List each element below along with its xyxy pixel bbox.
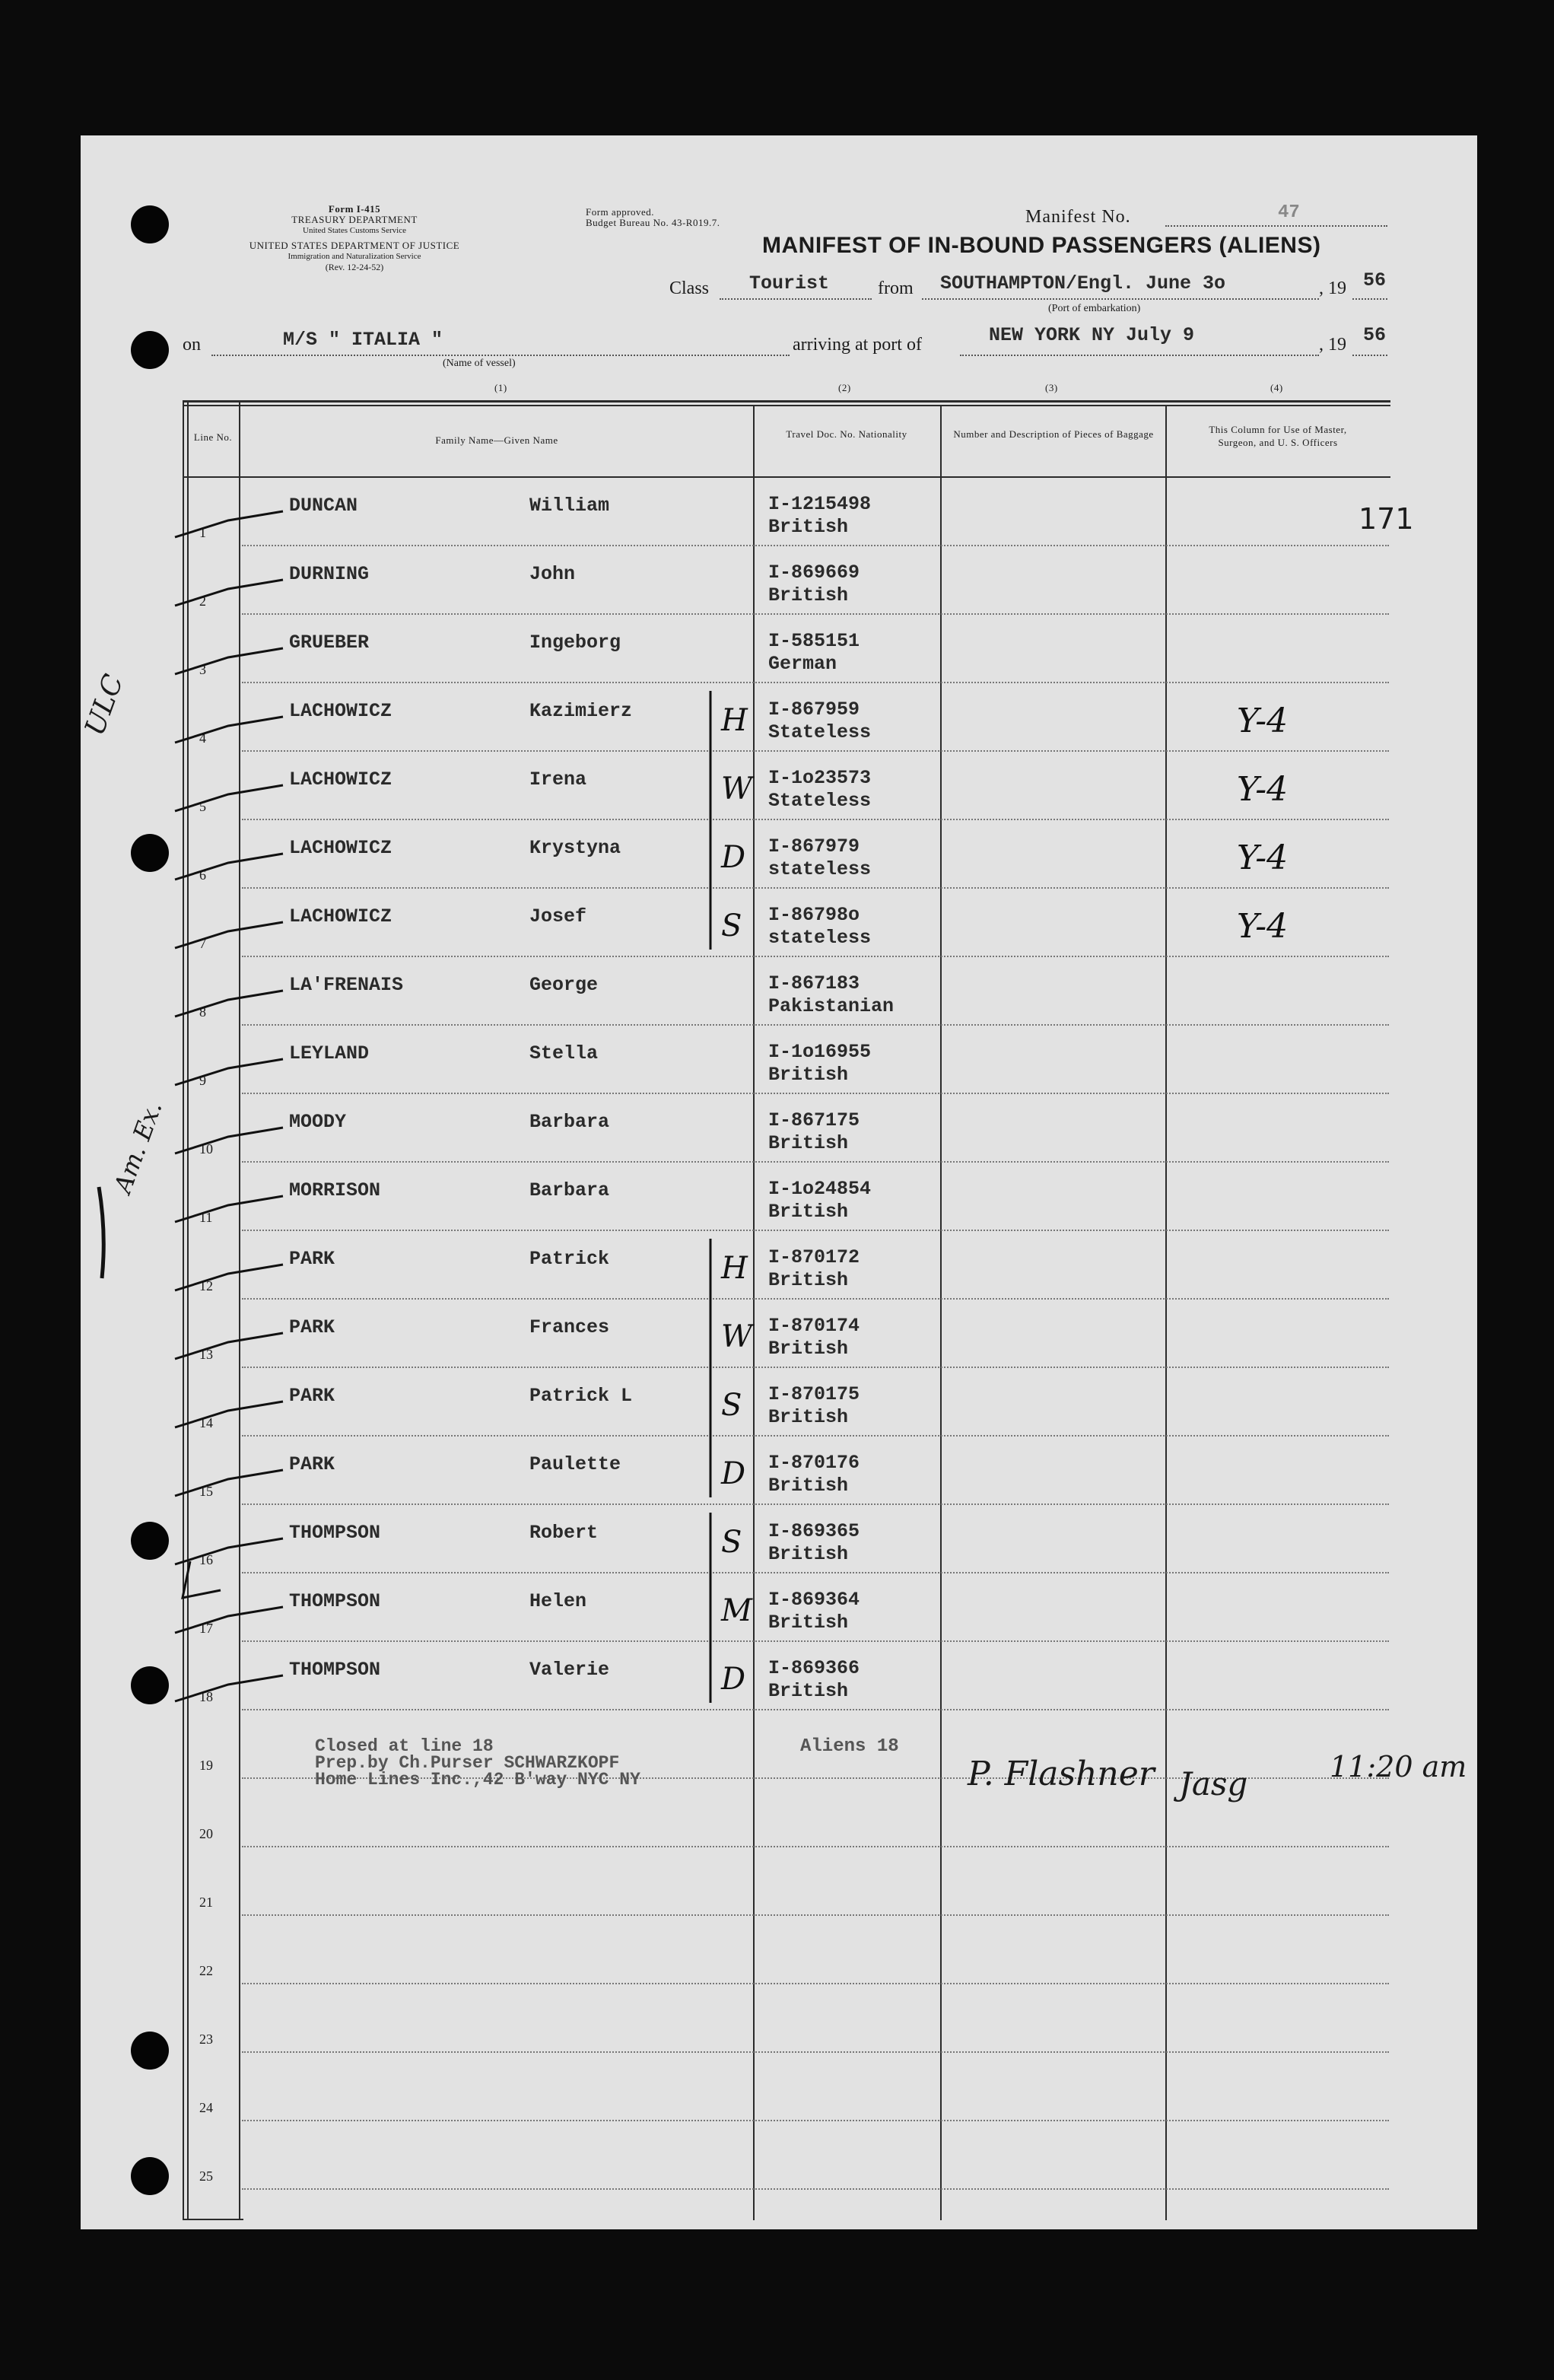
family-name: THOMPSON [289, 1522, 381, 1544]
travel-doc-number: I-869669 [768, 562, 860, 584]
budget-bureau: Budget Bureau No. 43-R019.7. [586, 217, 720, 228]
year-2: 56 [1363, 324, 1387, 346]
given-name: William [529, 495, 610, 517]
given-name: Josef [529, 905, 587, 928]
line-number: 19 [199, 1758, 213, 1773]
nationality: British [768, 1338, 849, 1360]
family-name: PARK [289, 1385, 335, 1407]
nationality: British [768, 516, 849, 538]
family-relation-mark: D [721, 1456, 746, 1491]
line-number: 17 [199, 1621, 213, 1636]
line-number: 22 [199, 1963, 213, 1978]
family-relation-mark: D [721, 840, 746, 875]
row-rule [242, 956, 1389, 957]
travel-doc-number: I-869365 [768, 1520, 860, 1542]
nationality: British [768, 1406, 849, 1428]
given-name: Patrick [529, 1248, 610, 1270]
row-rule [242, 545, 1389, 546]
vessel-caption: (Name of vessel) [443, 358, 516, 369]
row-rule [242, 1024, 1389, 1026]
family-name: DURNING [289, 563, 370, 585]
punch-hole [131, 1522, 169, 1560]
nationality: British [768, 1543, 849, 1565]
family-name: DUNCAN [289, 495, 358, 517]
row-rule [242, 1298, 1389, 1300]
line-number: 12 [199, 1278, 213, 1293]
family-name: PARK [289, 1453, 335, 1475]
family-name: LACHOWICZ [289, 837, 392, 859]
line-number: 16 [199, 1552, 213, 1567]
col-number-3: (3) [1045, 382, 1058, 393]
travel-doc-number: I-869366 [768, 1657, 860, 1679]
family-relation-mark: S [721, 908, 742, 943]
nationality: German [768, 653, 837, 675]
travel-doc-number: I-867959 [768, 698, 860, 721]
aliens-total: Aliens 18 [800, 1736, 899, 1757]
travel-doc-number: I-1o23573 [768, 767, 872, 789]
travel-doc-number: I-870176 [768, 1452, 860, 1474]
nationality: Stateless [768, 790, 872, 812]
punch-hole [131, 205, 169, 243]
row-rule [242, 819, 1389, 820]
row-rule [242, 1367, 1389, 1368]
given-name: Frances [529, 1316, 610, 1338]
punch-hole [131, 834, 169, 872]
family-name: LEYLAND [289, 1042, 370, 1064]
nationality: British [768, 1680, 849, 1702]
line-number: 10 [199, 1141, 213, 1157]
vessel-name: M/S " ITALIA " [283, 329, 443, 351]
travel-doc-number: I-1o24854 [768, 1178, 872, 1200]
officer-mark: Y-4 [1237, 702, 1289, 740]
punch-hole [131, 1666, 169, 1704]
line-number: 20 [199, 1826, 213, 1841]
given-name: Ingeborg [529, 632, 621, 654]
row-rule [242, 1161, 1389, 1163]
given-name: Stella [529, 1042, 599, 1064]
row-rule [242, 1983, 1389, 1984]
line-number: 21 [199, 1895, 213, 1910]
family-name: GRUEBER [289, 632, 370, 654]
nationality: stateless [768, 858, 872, 880]
row-rule [242, 1914, 1389, 1916]
company-address: Home Lines Inc.,42 B'way NYC NY [315, 1770, 640, 1790]
inspector-initials: Jasg [1179, 1765, 1248, 1803]
header-name: Family Name—Given Name [435, 434, 558, 446]
line-number: 23 [199, 2032, 213, 2047]
nationality: British [768, 1064, 849, 1086]
punch-hole [131, 2157, 169, 2195]
travel-doc-number: I-870175 [768, 1383, 860, 1405]
row-rule [242, 1230, 1389, 1231]
family-name: PARK [289, 1316, 335, 1338]
nationality: British [768, 1612, 849, 1634]
row-rule [242, 2188, 1389, 2190]
port-embarkation-caption: (Port of embarkation) [1048, 303, 1141, 314]
approval-block [586, 207, 720, 228]
family-relation-mark: W [721, 772, 753, 807]
closing-line: Closed at line 18 [315, 1736, 494, 1756]
embarkation-port: SOUTHAMPTON/Engl. June 3o [940, 272, 1226, 294]
row-rule [242, 1640, 1389, 1642]
row-rule [242, 2120, 1389, 2121]
header-travel-doc: Travel Doc. No. Nationality [786, 428, 907, 440]
nationality: British [768, 1269, 849, 1291]
family-name: LACHOWICZ [289, 700, 392, 722]
nationality: stateless [768, 927, 872, 949]
agency-block [180, 204, 529, 272]
revision: (Rev. 12-24-52) [325, 262, 384, 272]
family-name: LACHOWICZ [289, 768, 392, 791]
travel-doc-number: I-867979 [768, 835, 860, 858]
travel-doc-number: I-870172 [768, 1246, 860, 1268]
year-prefix-2: , 19 [1319, 335, 1346, 355]
arrival-port-date: NEW YORK NY July 9 [989, 324, 1195, 346]
line-number: 24 [199, 2100, 213, 2115]
form-approved: Form approved. [586, 206, 655, 218]
col-number-1: (1) [494, 382, 507, 393]
justice-dept: UNITED STATES DEPARTMENT OF JUSTICE [249, 240, 460, 251]
ins-service: Immigration and Naturalization Service [288, 252, 421, 261]
row-rule [242, 1503, 1389, 1505]
officer-mark: Y-4 [1237, 838, 1289, 877]
family-name: THOMPSON [289, 1659, 381, 1681]
margin-note-amex: Am. Ex. [108, 1097, 168, 1197]
family-name: LACHOWICZ [289, 905, 392, 928]
row-rule [242, 682, 1389, 683]
given-name: Kazimierz [529, 700, 633, 722]
class-value: Tourist [749, 272, 830, 294]
prepared-by: Prep.by Ch.Purser SCHWARZKOPF [315, 1753, 620, 1773]
manifest-no-label: Manifest No. [1025, 207, 1131, 227]
given-name: Krystyna [529, 837, 621, 859]
manifest-title: MANIFEST OF IN-BOUND PASSENGERS (ALIENS) [762, 233, 1321, 258]
officer-mark: Y-4 [1237, 770, 1289, 809]
margin-note-ulc: ULC [79, 670, 130, 740]
punch-hole [131, 331, 169, 369]
page-number: 171 [1359, 502, 1414, 536]
officer-mark: Y-4 [1237, 907, 1289, 946]
nationality: British [768, 584, 849, 606]
treasury-dept: TREASURY DEPARTMENT [291, 214, 418, 225]
row-rule [242, 1709, 1389, 1710]
family-relation-mark: S [721, 1525, 742, 1560]
line-number: 9 [199, 1073, 206, 1088]
travel-doc-number: I-1215498 [768, 493, 872, 515]
given-name: Irena [529, 768, 587, 791]
line-number: 5 [199, 799, 206, 814]
line-number: 6 [199, 867, 206, 883]
customs-service: United States Customs Service [303, 226, 406, 235]
travel-doc-number: I-86798o [768, 904, 860, 926]
form-number: Form I-415 [328, 203, 381, 215]
header-baggage: Number and Description of Pieces of Baggage [953, 428, 1154, 440]
family-name: MOODY [289, 1111, 347, 1133]
travel-doc-number: I-585151 [768, 630, 860, 652]
given-name: Paulette [529, 1453, 621, 1475]
row-rule [242, 1093, 1389, 1094]
family-relation-mark: D [721, 1662, 746, 1697]
given-name: Robert [529, 1522, 599, 1544]
given-name: Barbara [529, 1111, 610, 1133]
manifest-number: 47 [1278, 202, 1300, 223]
travel-doc-number: I-867175 [768, 1109, 860, 1131]
nationality: British [768, 1201, 849, 1223]
line-number: 13 [199, 1347, 213, 1362]
given-name: Helen [529, 1590, 587, 1612]
inspector-signature: P. Flashner [968, 1755, 1155, 1793]
family-name: THOMPSON [289, 1590, 381, 1612]
travel-doc-number: I-1o16955 [768, 1041, 872, 1063]
nationality: Pakistanian [768, 995, 895, 1017]
family-name: MORRISON [289, 1179, 381, 1201]
line-number: 14 [199, 1415, 213, 1430]
line-number: 25 [199, 2168, 213, 2184]
travel-doc-number: I-867183 [768, 972, 860, 994]
arriving-label: arriving at port of [793, 335, 922, 355]
given-name: Patrick L [529, 1385, 633, 1407]
line-number: 18 [199, 1689, 213, 1704]
family-relation-mark: S [721, 1388, 742, 1423]
line-number: 11 [199, 1210, 213, 1225]
row-rule [242, 1846, 1389, 1847]
row-rule [242, 2051, 1389, 2053]
line-number: 4 [199, 730, 206, 746]
nationality: British [768, 1475, 849, 1497]
family-relation-mark: H [721, 1251, 748, 1286]
line-number: 7 [199, 936, 206, 951]
given-name: Valerie [529, 1659, 610, 1681]
family-relation-mark: W [721, 1319, 753, 1354]
row-rule [242, 750, 1389, 752]
header-line-no: Line No. [193, 431, 233, 443]
given-name: Barbara [529, 1179, 610, 1201]
family-relation-mark: M [721, 1593, 752, 1628]
nationality: Stateless [768, 721, 872, 743]
row-rule [242, 1572, 1389, 1573]
col-number-2: (2) [838, 382, 851, 393]
family-name: PARK [289, 1248, 335, 1270]
closing-note [315, 1738, 640, 1788]
year-1: 56 [1363, 269, 1387, 291]
given-name: John [529, 563, 576, 585]
on-label: on [183, 335, 201, 355]
travel-doc-number: I-869364 [768, 1589, 860, 1611]
line-number: 3 [199, 662, 206, 677]
inspection-time: 11:20 am [1330, 1750, 1467, 1783]
row-rule [242, 613, 1389, 615]
given-name: George [529, 974, 599, 996]
line-number: 8 [199, 1004, 206, 1020]
nationality: British [768, 1132, 849, 1154]
row-rule [242, 887, 1389, 889]
line-number: 15 [199, 1484, 213, 1499]
travel-doc-number: I-870174 [768, 1315, 860, 1337]
line-number: 1 [199, 525, 206, 540]
line-number: 2 [199, 593, 206, 609]
from-label: from [878, 278, 914, 298]
header-officers: This Column for Use of Master, Surgeon, and U. S. Officers [1209, 424, 1347, 448]
family-relation-mark: H [721, 703, 748, 738]
class-label: Class [669, 278, 710, 298]
row-rule [242, 1435, 1389, 1437]
punch-hole [131, 2032, 169, 2070]
family-name: LA'FRENAIS [289, 974, 404, 996]
year-prefix-1: , 19 [1319, 278, 1346, 298]
col-number-4: (4) [1270, 382, 1283, 393]
